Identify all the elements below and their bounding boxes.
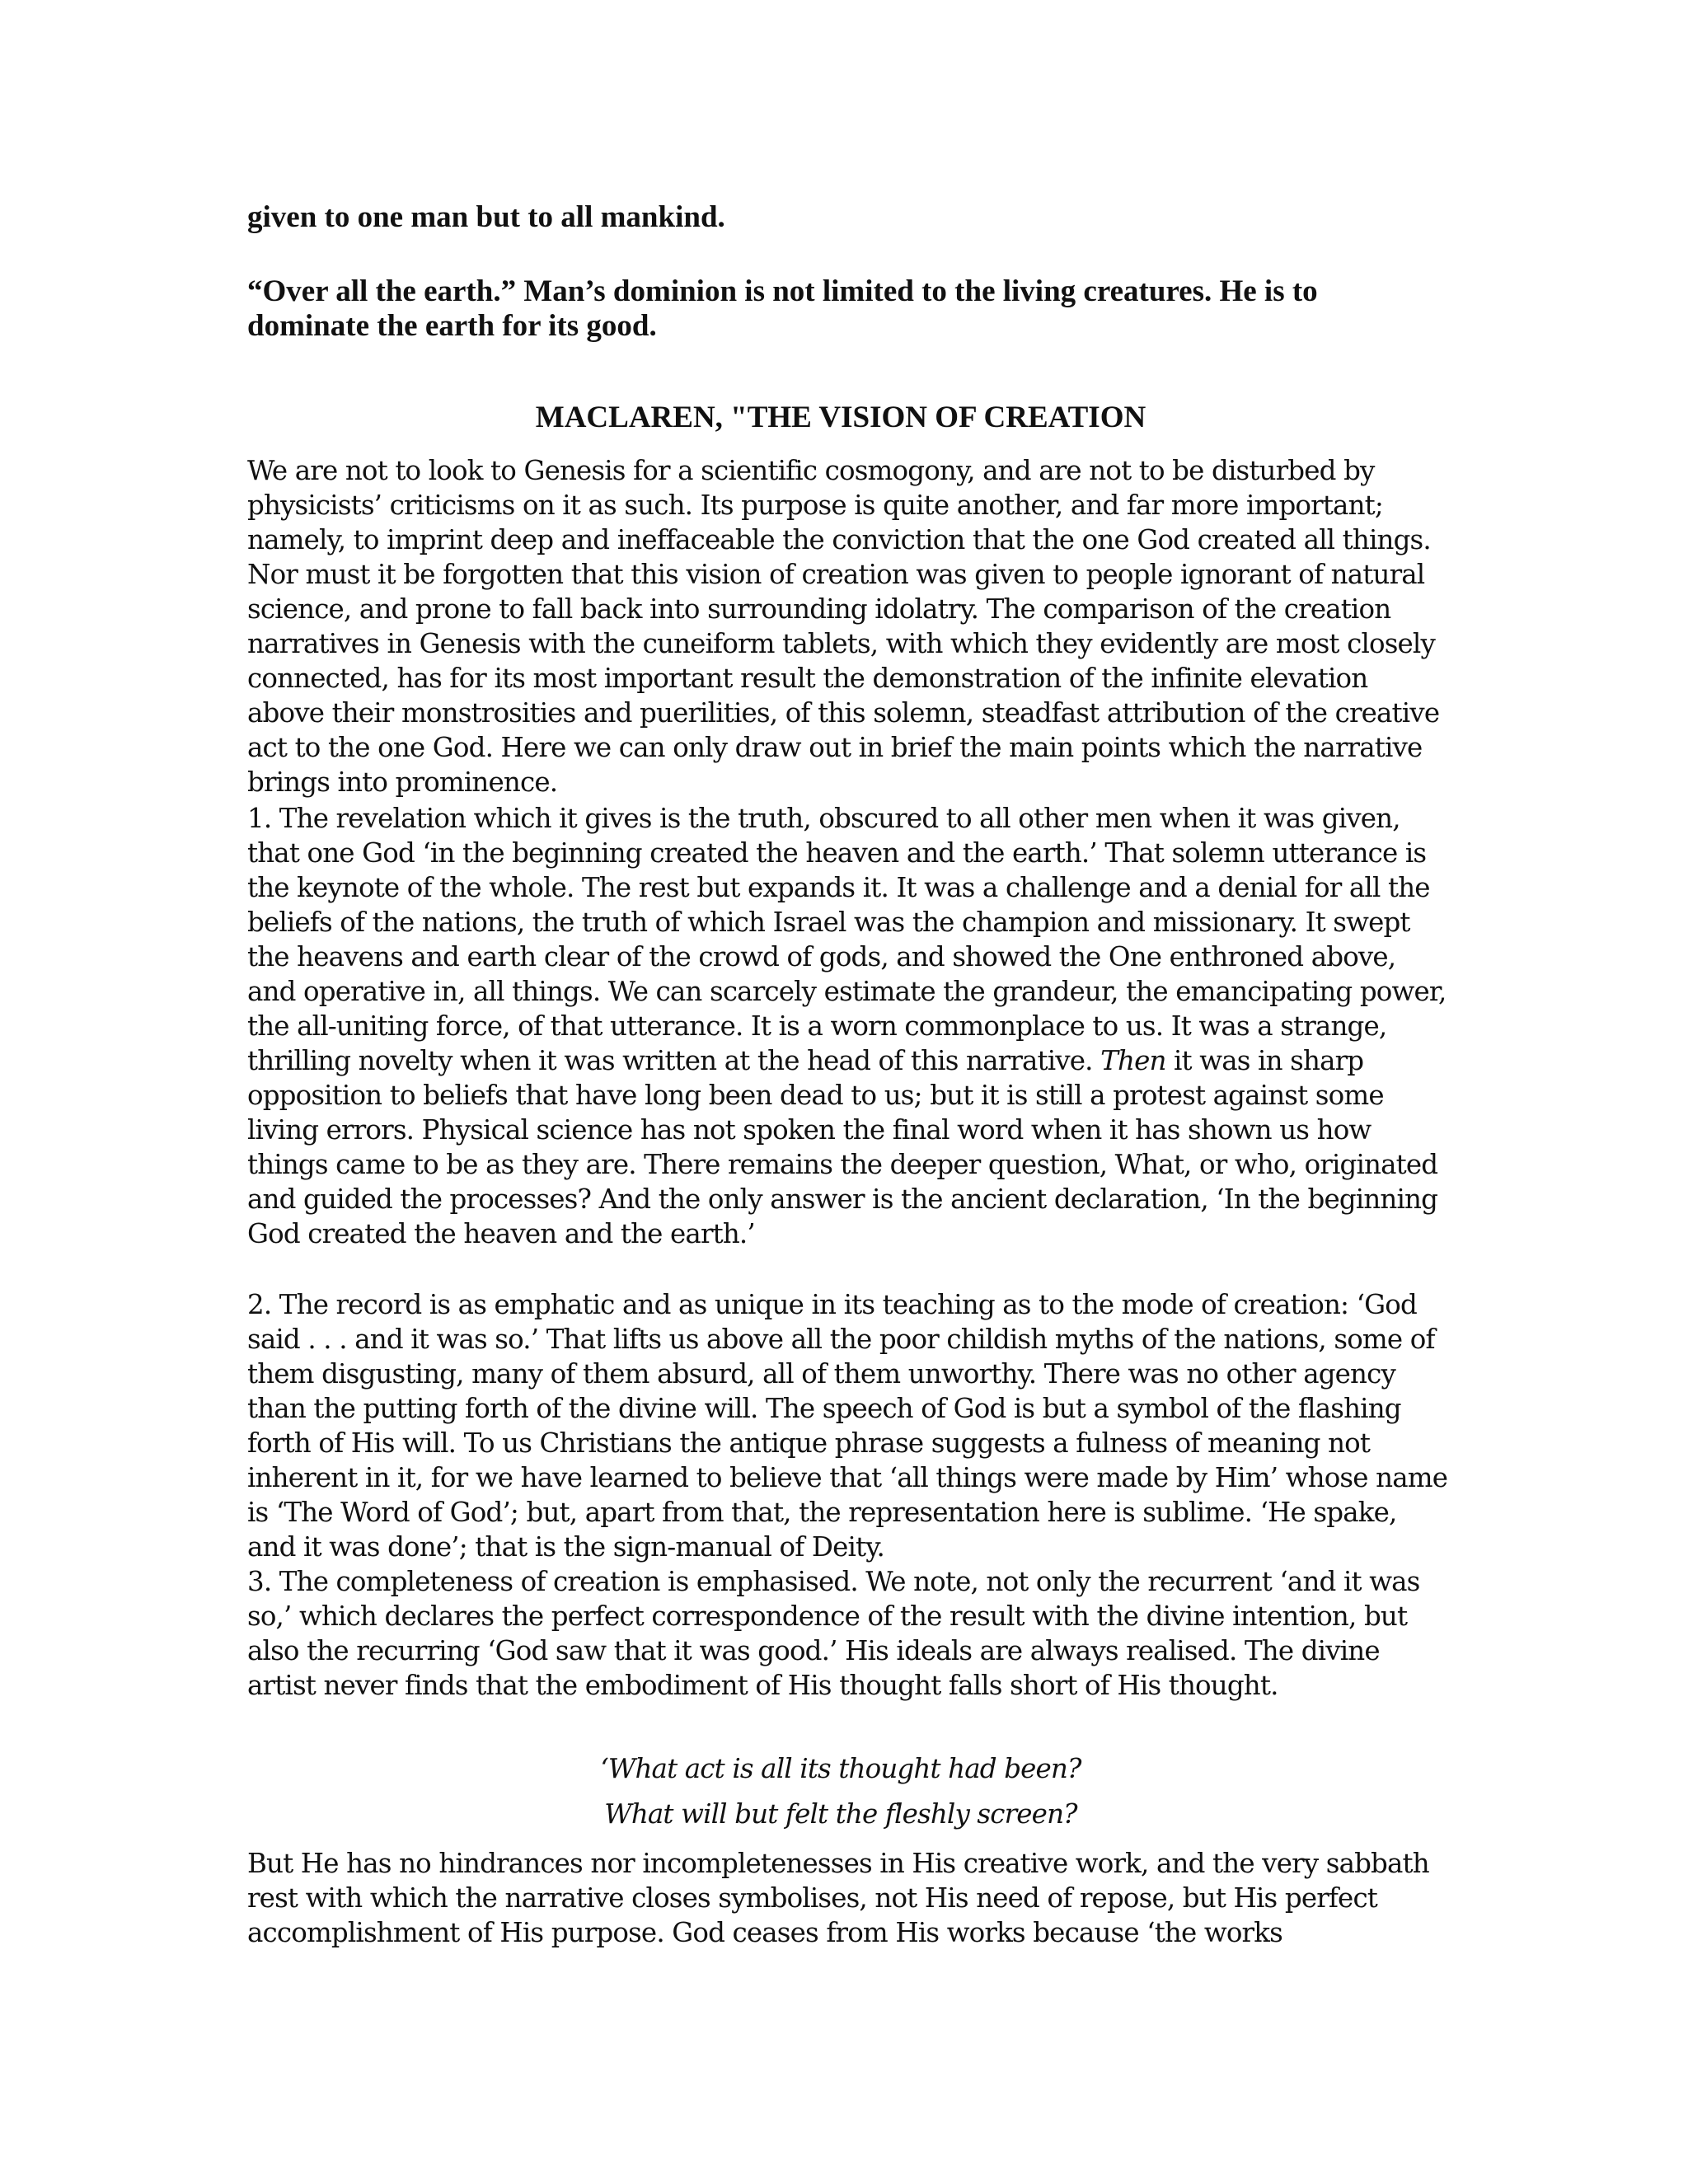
point-1-paragraph: [247, 801, 1451, 1251]
verse-line: ‘What act is all its thought had been?: [600, 1753, 1081, 1784]
intro-paragraph: We are not to look to Genesis for a scientific cosmogony, and are not to be disturbed by physicists’ criticisms on it as such. Its purpose is quite another, and far more important; namely, to imprint deep and ineffaceable the conviction that the one God created all things. Nor must it be forgotten that this vision of creation was given to people ignorant of natural science, and prone to fall back into surrounding idolatry. The comparison of the creation narratives in Genesis with the cuneiform tablets, with which they evidently are most closely connected, has for its most important result the demonstration of the infinite elevation above their monstrosities and puerilities, of this solemn, steadfast attribution of the creative act to the one God. Here we can only draw out in brief the main points which the narrative brings into prominence.: [247, 455, 1440, 798]
point-1-emphasis: Then: [1100, 1045, 1166, 1076]
closing-paragraph: But He has no hindrances nor incompletenesses in His creative work, and the very sabbath rest with which the narrative closes symbolises, not His need of repose, but His perfect accomplishment of His purpose. God ceases from His works because ‘the works: [247, 1848, 1429, 1948]
point-1-text-b: it was in sharp opposition to beliefs that have long been dead to us; but it is still a protest against some living errors. Physical science has not spoken the final word when it has shown us how things came to be as they are. There remains the deeper question, What, or who, originated and guided the processes? And the only answer is the ancient declaration, ‘In the beginning God created the heaven and the earth.’: [247, 1045, 1438, 1249]
point-2-paragraph: 2. The record is as emphatic and as unique in its teaching as to the mode of creation: ‘God said . . . and it was so.’ That lifts us above all the poor childish myths of the nations, some of them disgusting, many of them absurd, all of them unworthy. There was no other agency than the putting forth of the divine will. The speech of God is but a symbol of the flashing forth of His will. To us Christians the antique phrase suggests a fulness of meaning not inherent in it, for we have learned to believe that ‘all things were made by Him’ whose name is ‘The Word of God’; but, apart from that, the representation here is sublime. ‘He spake, and it was done’; that is the sign-manual of Deity.: [247, 1289, 1448, 1563]
section-heading: MACLAREN, "THE VISION OF CREATION: [535, 401, 1146, 434]
opening-paragraph: “Over all the earth.” Man’s dominion is not limited to the living creatures. He is to dominate the earth for its good.: [247, 274, 1318, 343]
verse-line: What will but felt the fleshly screen?: [604, 1798, 1077, 1830]
opening-paragraph: given to one man but to all mankind.: [247, 200, 725, 234]
point-3-paragraph: 3. The completeness of creation is emphasised. We note, not only the recurrent ‘and it was so,’ which declares the perfect correspondence of the result with the divine intention, but also the recurring ‘God saw that it was good.’ His ideals are always realised. The divine artist never finds that the embodiment of His thought falls short of His thought.: [247, 1566, 1420, 1701]
point-1-text-a: 1. The revelation which it gives is the truth, obscured to all other men when it was given, that one God ‘in the beginning created the heaven and the earth.’ That solemn utterance is the keynote of the whole. The rest but expands it. It was a challenge and a denial for all the beliefs of the nations, the truth of which Israel was the champion and missionary. It swept the heavens and earth clear of the crowd of gods, and showed the One enthroned above, and operative in, all things. We can scarcely estimate the grandeur, the emancipating power, the all-uniting force, of that utterance. It is a worn commonplace to us. It was a strange, thrilling novelty when it was written at the head of this narrative.: [247, 803, 1447, 1076]
